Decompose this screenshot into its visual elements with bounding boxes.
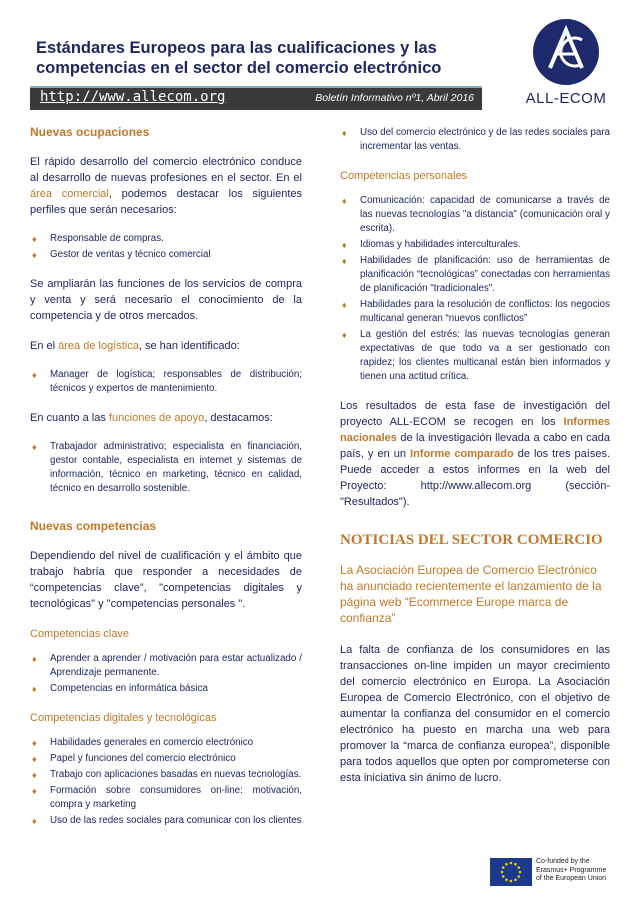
bullet-list: [30, 368, 302, 396]
section-heading-competencias: Nuevas competencias: [30, 519, 157, 533]
list-item: ♦ Responsable de compras.: [32, 233, 164, 244]
paragraph: El rápido desarrollo del comercio electrónico conduce al desarrollo de nuevas profesiones en el sector. En el área comercial, podemos destacar los siguientes perfiles que serán necesarios:: [30, 156, 303, 216]
left-column: [30, 124, 302, 842]
list-item: ♦ Gestor de ventas y técnico comercial: [32, 249, 211, 260]
list-item: ♦ Habilidades para la resolución de conflictos: los negocios multicanal generan “nuevos conflictos”: [342, 299, 610, 324]
logo-text: ALL-ECOM: [525, 90, 607, 107]
list-item: ♦ Habilidades generales en comercio electrónico: [32, 737, 254, 748]
list-item: ♦ La gestión del estrés: las nuevas tecnologías generan expectativas de que todo va a ser gestionado con rapidez; los clientes multicanal están bien informados y tienen una actitud crítica.: [342, 329, 610, 382]
list-item: ♦ Idiomas y habilidades interculturales.: [342, 239, 521, 250]
allecom-logo-icon: [532, 18, 600, 86]
paragraph: Los resultados de esta fase de investigación del proyecto ALL-ECOM se recogen en los Informes nacionales de la investigación llevada a cabo en cada país, y en un Informe comparado de los tres países. Puede acceder a estos informes en la web del Proyecto: http://www.allecom.org (sección- "Resultados").: [340, 400, 610, 508]
diamond-bullet-icon: ♦: [32, 370, 37, 380]
diamond-bullet-icon: ♦: [32, 738, 37, 748]
bullet-list: [340, 126, 610, 154]
paragraph: Dependiendo del nivel de cualificación y el ámbito que trabajo habría que responder a necesidades de “competencias clave”, "competencias digitales y tecnológicas" y "competencias personales ".: [30, 550, 302, 610]
list-item: ♦ Habilidades de planificación: uso de herramientas de planificación “tecnológicas” conectadas con herramientas de planificación "tradicionales".: [342, 255, 610, 294]
news-lead: La Asociación Europea de Comercio Electrónico ha anunciado recientemente el lanzamiento de la página web “Ecommerce Europe marca de confianza”: [340, 563, 602, 625]
list-item: ♦ Papel y funciones del comercio electrónico: [32, 753, 236, 764]
right-column: [340, 126, 610, 800]
eu-funding-notice: [490, 858, 620, 886]
paragraph: En el área de logística, se han identificado:: [30, 340, 240, 352]
list-item: ♦ Formación sobre consumidores on-line: motivación, compra y marketing: [32, 785, 302, 810]
subheading-clave: Competencias clave: [30, 628, 130, 640]
diamond-bullet-icon: ♦: [342, 196, 347, 206]
diamond-bullet-icon: ♦: [32, 654, 37, 664]
list-item: ♦ Manager de logística; responsables de distribución; técnicos y expertos de mantenimiento.: [32, 369, 302, 394]
diamond-bullet-icon: ♦: [32, 816, 37, 826]
eu-funding-text: Co-funded by the Erasmus+ Programme of the European Union: [536, 858, 607, 882]
bullet-list: [30, 652, 302, 696]
list-item: ♦ Aprender a aprender / motivación para estar actualizado / Aprendizaje permanente.: [32, 653, 302, 678]
bullet-list: [340, 194, 610, 384]
bullet-list: [30, 440, 302, 496]
list-item: ♦ Trabajador administrativo; especialista en financiación, gestor contable, especialista en internet y sistemas de información, técnico en marketing, técnico en calidad, técnico en desarrollo sostenible.: [32, 441, 302, 494]
bullet-list: [30, 232, 302, 262]
diamond-bullet-icon: ♦: [342, 240, 347, 250]
diamond-bullet-icon: ♦: [32, 754, 37, 764]
news-body: La falta de confianza de los consumidores en las transacciones on-line impiden un mayor crecimiento del comercio electrónico en Europa. La Asociación Europea de Comercio Electrónico, con el objetivo de aumentar la confianza del consumidor en el comercio electrónico ha puesto en marcha una web para promover la “marca de confianza europea”, disponible para todos aquellos que opten por comprometerse con esta iniciativa sin ánimo de lucro.: [340, 644, 610, 784]
list-item: ♦ Uso del comercio electrónico y de las redes sociales para incrementar las ventas.: [342, 127, 610, 152]
diamond-bullet-icon: ♦: [342, 300, 347, 310]
diamond-bullet-icon: ♦: [342, 256, 347, 266]
bulletin-label: Boletín Informativo nº1, Abril 2016: [315, 92, 474, 104]
list-item: ♦ Competencias en informática básica: [32, 683, 208, 694]
diamond-bullet-icon: ♦: [342, 128, 347, 138]
subheading-personales: Competencias personales: [340, 170, 468, 182]
diamond-bullet-icon: ♦: [32, 442, 37, 452]
diamond-bullet-icon: ♦: [32, 770, 37, 780]
diamond-bullet-icon: ♦: [32, 250, 37, 260]
diamond-bullet-icon: ♦: [32, 684, 37, 694]
url-bar: [30, 86, 482, 110]
page-title: Estándares Europeos para las cualificaciones y las competencias en el sector del comercio electrónico: [36, 39, 442, 77]
list-item: ♦ Uso de las redes sociales para comunicar con los clientes: [32, 815, 302, 826]
subheading-digitales: Competencias digitales y tecnológicas: [30, 712, 217, 724]
diamond-bullet-icon: ♦: [32, 234, 37, 244]
diamond-bullet-icon: ♦: [342, 330, 347, 340]
allecom-logo: [524, 18, 608, 108]
eu-flag-icon: [490, 858, 532, 886]
paragraph: En cuanto a las funciones de apoyo, destacamos:: [30, 412, 273, 424]
news-heading: NOTICIAS DEL SECTOR COMERCIO: [340, 532, 603, 548]
website-link[interactable]: http://www.allecom.org: [40, 89, 226, 105]
list-item: ♦ Trabajo con aplicaciones basadas en nuevas tecnologías.: [32, 769, 302, 780]
section-heading-ocupaciones: Nuevas ocupaciones: [30, 125, 150, 139]
bullet-list: [30, 736, 302, 828]
diamond-bullet-icon: ♦: [32, 786, 37, 796]
paragraph: Se ampliarán las funciones de los servicios de compra y venta y será necesario el conocimiento de la competencia y de otros mercados.: [30, 278, 302, 322]
list-item: ♦ Comunicación: capacidad de comunicarse a través de las nuevas tecnologías "a distancia" (comunicación oral y escrita).: [342, 195, 610, 234]
